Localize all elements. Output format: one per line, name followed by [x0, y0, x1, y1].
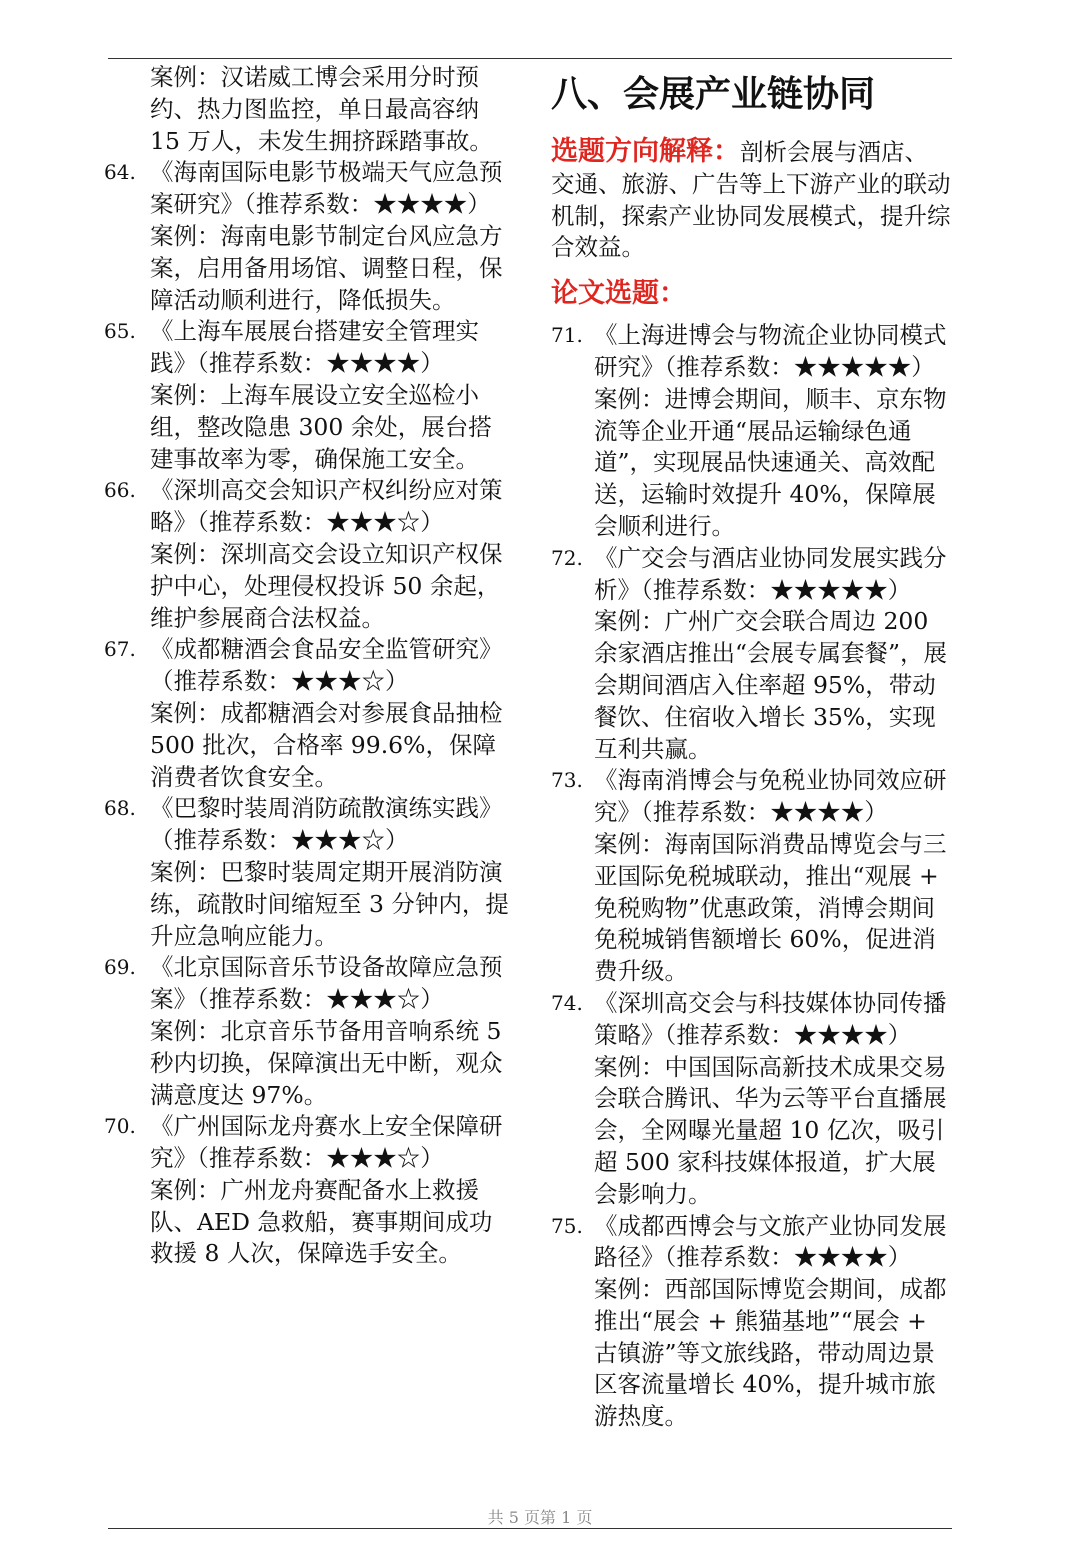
topic-item	[104, 634, 510, 793]
topic-number: 65.	[104, 319, 136, 344]
topic-number: 68.	[104, 796, 136, 821]
topic-number: 69.	[104, 955, 136, 980]
topic-number: 64.	[104, 160, 136, 185]
left-column	[104, 62, 510, 1270]
topic-case: 案例：西部国际博览会期间，成都推出“展会 + 熊猫基地”“展会 + 古镇游”等文旅线路，带动周边景区客流量增长 40%，提升城市旅游热度。	[594, 1275, 947, 1431]
topics-label: 论文选题：	[551, 278, 686, 310]
topic-item	[104, 316, 510, 475]
topic-title: 《深圳高交会与科技媒体协同传播策略》（推荐系数：★★★★）	[594, 988, 947, 1049]
direction-explanation	[551, 136, 951, 264]
topic-item	[551, 543, 951, 766]
topic-number: 75.	[551, 1213, 583, 1238]
topic-title: 《深圳高交会知识产权纠纷应对策略》（推荐系数：★★★☆）	[150, 476, 503, 537]
topic-case: 案例：上海车展设立安全巡检小组，整改隐患 300 余处，展台搭建事故率为零，确保施工安全。	[150, 380, 492, 473]
topic-case: 案例：海南电影节制定台风应急方案，启用备用场馆、调整日程，保障活动顺利进行，降低损失。	[150, 221, 503, 314]
topic-item	[551, 320, 951, 543]
topic-item	[551, 1211, 951, 1434]
topic-title: 《广交会与酒店业协同发展实践分析》（推荐系数：★★★★★）	[594, 543, 947, 604]
right-column	[551, 62, 951, 1433]
topic-case: 案例：广州龙舟赛配备水上救援队、AED 急救船，赛事期间成功救援 8 人次，保障选手安全。	[150, 1175, 493, 1268]
topic-title: 《上海进博会与物流企业协同模式研究》（推荐系数：★★★★★）	[594, 321, 947, 381]
topic-title: 《巴黎时装周消防疏散演练实践》（推荐系数：★★★☆）	[150, 794, 503, 855]
topic-title: 《成都西博会与文旅产业协同发展路径》（推荐系数：★★★★）	[594, 1211, 947, 1272]
top-rule	[108, 58, 952, 59]
direction-text: 剖析会展与酒店、交通、旅游、广告等上下游产业的联动机制，探索产业协同发展模式，提升综合效益。	[551, 138, 951, 262]
direction-label: 选题方向解释：	[551, 136, 740, 167]
topic-title: 《海南国际电影节极端天气应急预案研究》（推荐系数：★★★★）	[150, 158, 503, 219]
section-title: 八、会展产业链协同	[551, 74, 876, 115]
topic-title: 《广州国际龙舟赛水上安全保障研究》（推荐系数：★★★☆）	[150, 1112, 503, 1173]
topic-title: 《上海车展展台搭建安全管理实践》（推荐系数：★★★★）	[150, 317, 479, 378]
topic-item	[104, 475, 510, 634]
topic-number: 70.	[104, 1114, 136, 1139]
topic-case: 案例：北京音乐节备用音响系统 5 秒内切换，保障演出无中断，观众满意度达 97%。	[150, 1016, 503, 1109]
topic-case: 案例：进博会期间，顺丰、京东物流等企业开通“展品运输绿色通道”，实现展品快速通关、高效配送，运输时效提升 40%，保障展会顺利进行。	[594, 384, 947, 540]
topic-item	[104, 157, 510, 316]
page-footer: 共 5 页第 1 页	[487, 1508, 593, 1527]
topic-case: 案例：巴黎时装周定期开展消防演练，疏散时间缩短至 3 分钟内，提升应急响应能力。	[150, 857, 509, 950]
topic-number: 66.	[104, 478, 136, 503]
topic-case: 案例：中国国际高新技术成果交易会联合腾讯、华为云等平台直播展会，全网曝光量超 10 亿次，吸引超 500 家科技媒体报道，扩大展会影响力。	[594, 1052, 947, 1208]
topic-case: 案例：海南国际消费品博览会与三亚国际免税城联动，推出“观展 + 免税购物”优惠政策，消博会期间免税城销售额增长 60%，促进消费升级。	[594, 829, 947, 986]
topic-number: 71.	[551, 323, 583, 348]
topic-title: 《海南消博会与免税业协同效应研究》（推荐系数：★★★★）	[594, 766, 947, 827]
topic-number: 72.	[551, 545, 583, 570]
topic-number: 73.	[551, 768, 583, 793]
topic-item	[551, 988, 951, 1211]
topic-number: 74.	[551, 990, 583, 1015]
topic-item	[104, 1111, 510, 1270]
topic-item	[104, 952, 510, 1111]
topic-title: 《成都糖酒会食品安全监管研究》（推荐系数：★★★☆）	[150, 635, 503, 696]
topic-case: 案例：广州广交会联合周边 200 余家酒店推出“会展专属套餐”，展会期间酒店入住率超 95%，带动餐饮、住宿收入增长 35%，实现互利共赢。	[594, 607, 948, 763]
topic-item	[104, 793, 510, 952]
topic-case: 案例：深圳高交会设立知识产权保护中心，处理侵权投诉 50 余起，维护参展商合法权益。	[150, 539, 503, 632]
topic-title: 《北京国际音乐节设备故障应急预案》（推荐系数：★★★☆）	[150, 953, 503, 1014]
bottom-rule	[108, 1528, 952, 1529]
topic-case: 案例：成都糖酒会对参展食品抽检 500 批次，合格率 99.6%，保障消费者饮食安全。	[150, 698, 503, 791]
topic-item	[551, 765, 951, 988]
continuation-case: 案例：汉诺威工博会采用分时预约、热力图监控，单日最高容纳 15 万人，未发生拥挤踩踏事故。	[150, 63, 493, 155]
topic-number: 67.	[104, 637, 136, 662]
